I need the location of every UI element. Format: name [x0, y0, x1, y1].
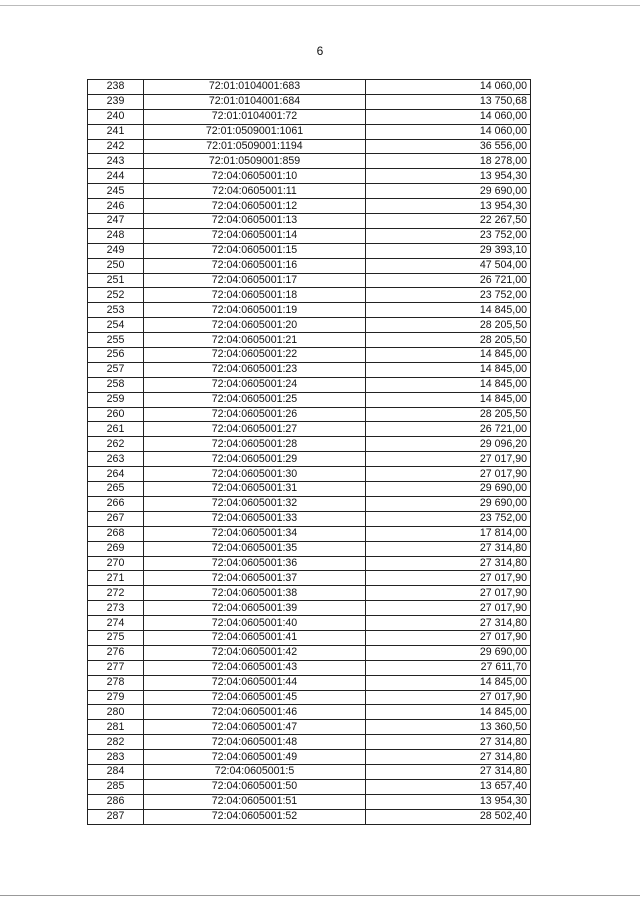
row-number-cell: 252 — [88, 288, 144, 303]
row-number-cell: 277 — [88, 660, 144, 675]
row-number-cell: 242 — [88, 139, 144, 154]
table-row — [88, 601, 531, 616]
value-cell: 29 690,00 — [366, 482, 531, 497]
table-row — [88, 169, 531, 184]
value-cell: 27 017,90 — [366, 452, 531, 467]
row-number-cell: 245 — [88, 184, 144, 199]
cadastral-number-cell: 72:04:0605001:25 — [144, 392, 366, 407]
value-cell: 13 360,50 — [366, 720, 531, 735]
row-number-cell: 281 — [88, 720, 144, 735]
row-number-cell: 287 — [88, 809, 144, 824]
table-row — [88, 705, 531, 720]
cadastral-number-cell: 72:04:0605001:50 — [144, 779, 366, 794]
cadastral-number-cell: 72:04:0605001:47 — [144, 720, 366, 735]
row-number-cell: 254 — [88, 318, 144, 333]
table-row — [88, 541, 531, 556]
value-cell: 27 017,90 — [366, 601, 531, 616]
cadastral-number-cell: 72:04:0605001:33 — [144, 511, 366, 526]
table-row — [88, 184, 531, 199]
row-number-cell: 262 — [88, 437, 144, 452]
row-number-cell: 275 — [88, 630, 144, 645]
table-row — [88, 407, 531, 422]
cadastral-number-cell: 72:04:0605001:37 — [144, 571, 366, 586]
value-cell: 13 954,30 — [366, 169, 531, 184]
cadastral-number-cell: 72:04:0605001:29 — [144, 452, 366, 467]
cadastral-number-cell: 72:04:0605001:51 — [144, 794, 366, 809]
cadastral-number-cell: 72:04:0605001:43 — [144, 660, 366, 675]
cadastral-number-cell: 72:04:0605001:19 — [144, 303, 366, 318]
row-number-cell: 240 — [88, 109, 144, 124]
table-row — [88, 720, 531, 735]
cadastral-number-cell: 72:01:0104001:72 — [144, 109, 366, 124]
table-row — [88, 80, 531, 95]
cadastral-number-cell: 72:04:0605001:22 — [144, 348, 366, 363]
cadastral-number-cell: 72:04:0605001:23 — [144, 362, 366, 377]
row-number-cell: 241 — [88, 124, 144, 139]
value-cell: 27 017,90 — [366, 571, 531, 586]
table-row — [88, 630, 531, 645]
value-cell: 14 845,00 — [366, 392, 531, 407]
row-number-cell: 282 — [88, 735, 144, 750]
row-number-cell: 249 — [88, 243, 144, 258]
value-cell: 14 845,00 — [366, 377, 531, 392]
row-number-cell: 247 — [88, 214, 144, 229]
cadastral-number-cell: 72:01:0509001:859 — [144, 154, 366, 169]
value-cell: 27 314,80 — [366, 556, 531, 571]
row-number-cell: 255 — [88, 333, 144, 348]
table-row — [88, 526, 531, 541]
cadastral-number-cell: 72:04:0605001:52 — [144, 809, 366, 824]
cadastral-number-cell: 72:04:0605001:21 — [144, 333, 366, 348]
table-row — [88, 779, 531, 794]
value-cell: 27 611,70 — [366, 660, 531, 675]
row-number-cell: 253 — [88, 303, 144, 318]
row-number-cell: 274 — [88, 616, 144, 631]
row-number-cell: 257 — [88, 362, 144, 377]
value-cell: 27 017,90 — [366, 586, 531, 601]
value-cell: 14 845,00 — [366, 705, 531, 720]
table-row — [88, 645, 531, 660]
table-row — [88, 362, 531, 377]
cadastral-number-cell: 72:04:0605001:36 — [144, 556, 366, 571]
cadastral-number-cell: 72:04:0605001:20 — [144, 318, 366, 333]
table-row — [88, 660, 531, 675]
cadastral-number-cell: 72:04:0605001:49 — [144, 750, 366, 765]
cadastral-number-cell: 72:04:0605001:18 — [144, 288, 366, 303]
value-cell: 28 205,50 — [366, 407, 531, 422]
cadastral-number-cell: 72:04:0605001:26 — [144, 407, 366, 422]
cadastral-number-cell: 72:04:0605001:14 — [144, 228, 366, 243]
table-row — [88, 333, 531, 348]
value-cell: 27 314,80 — [366, 616, 531, 631]
table-row — [88, 392, 531, 407]
table-row — [88, 586, 531, 601]
value-cell: 27 017,90 — [366, 467, 531, 482]
table-row — [88, 735, 531, 750]
row-number-cell: 260 — [88, 407, 144, 422]
row-number-cell: 271 — [88, 571, 144, 586]
row-number-cell: 268 — [88, 526, 144, 541]
value-cell: 28 205,50 — [366, 333, 531, 348]
row-number-cell: 286 — [88, 794, 144, 809]
value-cell: 27 314,80 — [366, 541, 531, 556]
table-row — [88, 750, 531, 765]
row-number-cell: 279 — [88, 690, 144, 705]
row-number-cell: 264 — [88, 467, 144, 482]
row-number-cell: 263 — [88, 452, 144, 467]
row-number-cell: 285 — [88, 779, 144, 794]
row-number-cell: 258 — [88, 377, 144, 392]
cadastral-number-cell: 72:04:0605001:35 — [144, 541, 366, 556]
value-cell: 14 060,00 — [366, 109, 531, 124]
table-row — [88, 437, 531, 452]
value-cell: 14 060,00 — [366, 80, 531, 95]
value-cell: 26 721,00 — [366, 422, 531, 437]
value-cell: 14 845,00 — [366, 348, 531, 363]
value-cell: 14 845,00 — [366, 362, 531, 377]
row-number-cell: 244 — [88, 169, 144, 184]
cadastral-number-cell: 72:04:0605001:48 — [144, 735, 366, 750]
cadastral-value-table — [87, 79, 531, 825]
cadastral-number-cell: 72:04:0605001:41 — [144, 630, 366, 645]
value-cell: 27 314,80 — [366, 750, 531, 765]
row-number-cell: 278 — [88, 675, 144, 690]
cadastral-number-cell: 72:04:0605001:13 — [144, 214, 366, 229]
table-row — [88, 511, 531, 526]
row-number-cell: 259 — [88, 392, 144, 407]
table-row — [88, 228, 531, 243]
cadastral-number-cell: 72:04:0605001:44 — [144, 675, 366, 690]
cadastral-number-cell: 72:04:0605001:39 — [144, 601, 366, 616]
cadastral-number-cell: 72:04:0605001:5 — [144, 764, 366, 779]
cadastral-number-cell: 72:04:0605001:45 — [144, 690, 366, 705]
value-cell: 23 752,00 — [366, 228, 531, 243]
value-cell: 29 393,10 — [366, 243, 531, 258]
cadastral-number-cell: 72:04:0605001:32 — [144, 496, 366, 511]
value-cell: 26 721,00 — [366, 273, 531, 288]
row-number-cell: 248 — [88, 228, 144, 243]
table-row — [88, 318, 531, 333]
table-row — [88, 109, 531, 124]
table-row — [88, 675, 531, 690]
value-cell: 13 750,68 — [366, 94, 531, 109]
value-cell: 23 752,00 — [366, 288, 531, 303]
table-row — [88, 422, 531, 437]
row-number-cell: 251 — [88, 273, 144, 288]
value-cell: 13 954,30 — [366, 199, 531, 214]
cadastral-number-cell: 72:04:0605001:40 — [144, 616, 366, 631]
row-number-cell: 266 — [88, 496, 144, 511]
cadastral-number-cell: 72:04:0605001:38 — [144, 586, 366, 601]
table-row — [88, 496, 531, 511]
table-row — [88, 556, 531, 571]
table-row — [88, 467, 531, 482]
table-row — [88, 482, 531, 497]
value-cell: 17 814,00 — [366, 526, 531, 541]
table-row — [88, 303, 531, 318]
value-cell: 27 017,90 — [366, 630, 531, 645]
row-number-cell: 270 — [88, 556, 144, 571]
table-row — [88, 288, 531, 303]
cadastral-number-cell: 72:01:0104001:683 — [144, 80, 366, 95]
table-row — [88, 764, 531, 779]
cadastral-number-cell: 72:04:0605001:12 — [144, 199, 366, 214]
cadastral-number-cell: 72:04:0605001:24 — [144, 377, 366, 392]
cadastral-number-cell: 72:01:0104001:684 — [144, 94, 366, 109]
table-row — [88, 452, 531, 467]
cadastral-number-cell: 72:01:0509001:1194 — [144, 139, 366, 154]
table-row — [88, 809, 531, 824]
value-cell: 14 845,00 — [366, 675, 531, 690]
value-cell: 13 657,40 — [366, 779, 531, 794]
row-number-cell: 261 — [88, 422, 144, 437]
value-cell: 22 267,50 — [366, 214, 531, 229]
cadastral-number-cell: 72:04:0605001:27 — [144, 422, 366, 437]
table-row — [88, 616, 531, 631]
table-row — [88, 154, 531, 169]
cadastral-number-cell: 72:04:0605001:46 — [144, 705, 366, 720]
row-number-cell: 280 — [88, 705, 144, 720]
row-number-cell: 272 — [88, 586, 144, 601]
cadastral-number-cell: 72:04:0605001:17 — [144, 273, 366, 288]
table-row — [88, 377, 531, 392]
row-number-cell: 243 — [88, 154, 144, 169]
value-cell: 29 096,20 — [366, 437, 531, 452]
value-cell: 47 504,00 — [366, 258, 531, 273]
cadastral-number-cell: 72:04:0605001:10 — [144, 169, 366, 184]
row-number-cell: 246 — [88, 199, 144, 214]
row-number-cell: 269 — [88, 541, 144, 556]
scan-edge-bottom — [0, 895, 640, 896]
table-row — [88, 571, 531, 586]
cadastral-number-cell: 72:04:0605001:16 — [144, 258, 366, 273]
value-cell: 28 502,40 — [366, 809, 531, 824]
row-number-cell: 265 — [88, 482, 144, 497]
row-number-cell: 273 — [88, 601, 144, 616]
row-number-cell: 239 — [88, 94, 144, 109]
value-cell: 13 954,30 — [366, 794, 531, 809]
table-row — [88, 94, 531, 109]
value-cell: 14 060,00 — [366, 124, 531, 139]
cadastral-number-cell: 72:04:0605001:42 — [144, 645, 366, 660]
row-number-cell: 250 — [88, 258, 144, 273]
table-row — [88, 199, 531, 214]
row-number-cell: 256 — [88, 348, 144, 363]
scan-edge-top — [0, 5, 640, 6]
value-cell: 23 752,00 — [366, 511, 531, 526]
cadastral-number-cell: 72:04:0605001:15 — [144, 243, 366, 258]
value-cell: 29 690,00 — [366, 645, 531, 660]
value-cell: 27 017,90 — [366, 690, 531, 705]
row-number-cell: 238 — [88, 80, 144, 95]
cadastral-number-cell: 72:04:0605001:30 — [144, 467, 366, 482]
cadastral-number-cell: 72:04:0605001:34 — [144, 526, 366, 541]
cadastral-number-cell: 72:04:0605001:31 — [144, 482, 366, 497]
row-number-cell: 284 — [88, 764, 144, 779]
value-cell: 28 205,50 — [366, 318, 531, 333]
value-cell: 18 278,00 — [366, 154, 531, 169]
table-row — [88, 794, 531, 809]
value-cell: 27 314,80 — [366, 764, 531, 779]
row-number-cell: 276 — [88, 645, 144, 660]
table-row — [88, 258, 531, 273]
row-number-cell: 283 — [88, 750, 144, 765]
value-cell: 14 845,00 — [366, 303, 531, 318]
row-number-cell: 267 — [88, 511, 144, 526]
table-row — [88, 243, 531, 258]
cadastral-number-cell: 72:04:0605001:11 — [144, 184, 366, 199]
table-row — [88, 124, 531, 139]
cadastral-number-cell: 72:04:0605001:28 — [144, 437, 366, 452]
page-number: 6 — [316, 44, 324, 58]
value-cell: 27 314,80 — [366, 735, 531, 750]
cadastral-number-cell: 72:01:0509001:1061 — [144, 124, 366, 139]
value-cell: 36 556,00 — [366, 139, 531, 154]
table-row — [88, 273, 531, 288]
value-cell: 29 690,00 — [366, 496, 531, 511]
table-row — [88, 214, 531, 229]
value-cell: 29 690,00 — [366, 184, 531, 199]
table-row — [88, 348, 531, 363]
table-body — [88, 80, 531, 825]
table-row — [88, 690, 531, 705]
table-row — [88, 139, 531, 154]
